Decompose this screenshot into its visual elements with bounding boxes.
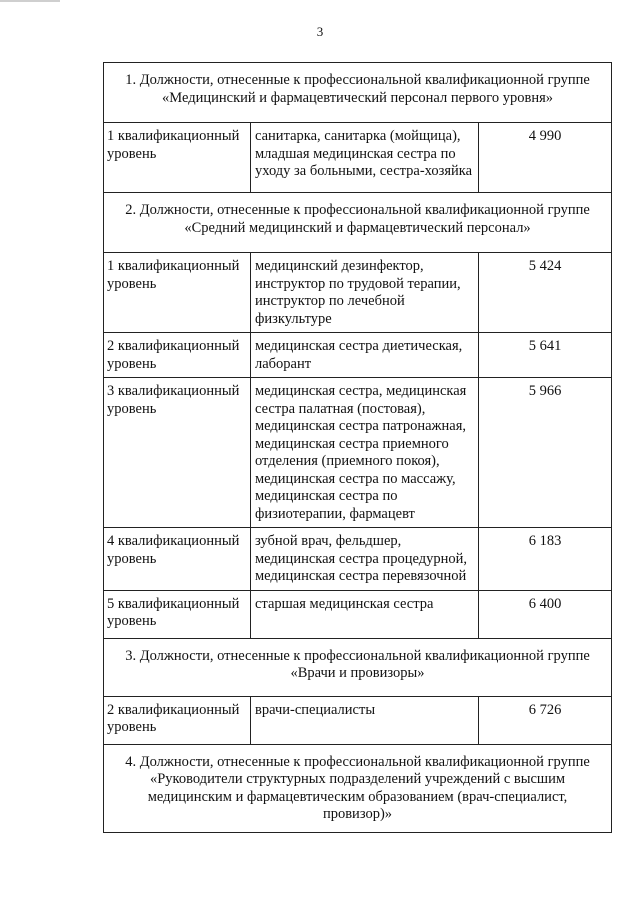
- salary-cell: 6 183: [479, 528, 612, 591]
- group-title-line: 4. Должности, отнесенные к профессиональной квалификационной группе: [125, 753, 590, 770]
- positions-cell: старшая медицинская сестра: [251, 590, 479, 638]
- group-title-line: «Медицинский и фармацевтический персонал первого уровня»: [162, 89, 553, 106]
- group-header-row: [104, 638, 612, 696]
- salary-table: [103, 62, 612, 833]
- salary-cell: 5 641: [479, 333, 612, 378]
- table-row: [104, 528, 612, 591]
- group-header-row: [104, 744, 612, 832]
- qualification-level: 1 квалификационный уровень: [104, 123, 251, 193]
- scan-edge-mark: [0, 0, 60, 2]
- group-title-line: «Руководители структурных подразделений учреждений с высшим медицинским и фармацевтическим образованием (врач-специалист, провизор)»: [147, 771, 568, 822]
- positions-cell: медицинская сестра диетическая, лаборант: [251, 333, 479, 378]
- group-1-title: [104, 63, 612, 123]
- qualification-level: 5 квалификационный уровень: [104, 590, 251, 638]
- positions-cell: санитарка, санитарка (мойщица), младшая медицинская сестра по уходу за больными, сестра-хозяйка: [251, 123, 479, 193]
- group-4-title: [104, 744, 612, 832]
- table-row: [104, 378, 612, 528]
- group-2-title: [104, 193, 612, 253]
- page-number: 3: [316, 24, 324, 39]
- salary-cell: 5 424: [479, 253, 612, 333]
- table-row: [104, 696, 612, 744]
- group-title-line: 3. Должности, отнесенные к профессиональной квалификационной группе: [125, 647, 590, 664]
- qualification-level: 2 квалификационный уровень: [104, 333, 251, 378]
- group-title-line: «Врачи и провизоры»: [290, 665, 425, 681]
- salary-cell: 4 990: [479, 123, 612, 193]
- positions-cell: зубной врач, фельдшер, медицинская сестра процедурной, медицинская сестра перевязочной: [251, 528, 479, 591]
- salary-cell: 6 726: [479, 696, 612, 744]
- table-row: [104, 333, 612, 378]
- positions-cell: медицинский дезинфектор, инструктор по трудовой терапии, инструктор по лечебной физкультуре: [251, 253, 479, 333]
- positions-cell: медицинская сестра, медицинская сестра палатная (постовая), медицинская сестра патронажная, медицинская сестра приемного отделения (приемного покоя), медицинская сестра по массажу, медицинская сестра по физиотерапии, фармацевт: [251, 378, 479, 528]
- qualification-level: 1 квалификационный уровень: [104, 253, 251, 333]
- salary-cell: 6 400: [479, 590, 612, 638]
- table-row: [104, 590, 612, 638]
- group-3-title: [104, 638, 612, 696]
- qualification-level: 3 квалификационный уровень: [104, 378, 251, 528]
- table-row: [104, 123, 612, 193]
- qualification-level: 2 квалификационный уровень: [104, 696, 251, 744]
- group-title-line: 2. Должности, отнесенные к профессиональной квалификационной группе: [125, 202, 590, 218]
- table-row: [104, 253, 612, 333]
- salary-cell: 5 966: [479, 378, 612, 528]
- group-header-row: [104, 63, 612, 123]
- positions-cell: врачи-специалисты: [251, 696, 479, 744]
- group-title-line: «Средний медицинский и фармацевтический персонал»: [184, 219, 531, 236]
- group-title-line: 1. Должности, отнесенные к профессиональной квалификационной группе: [125, 72, 590, 88]
- qualification-level: 4 квалификационный уровень: [104, 528, 251, 591]
- group-header-row: [104, 193, 612, 253]
